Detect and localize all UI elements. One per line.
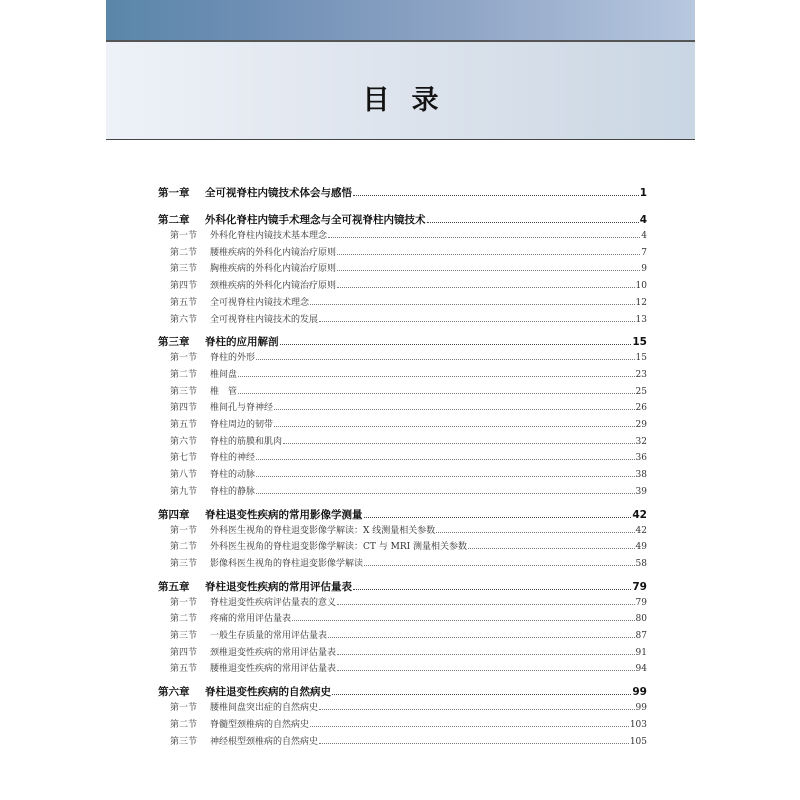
toc-section-entry[interactable] xyxy=(158,467,647,484)
section-number: 第二节 xyxy=(170,719,198,730)
toc-section-entry[interactable] xyxy=(158,295,647,312)
dot-leader xyxy=(353,589,631,590)
section-title: 外科化脊柱内镜技术基本理念 xyxy=(210,231,328,241)
dot-leader xyxy=(364,565,635,566)
section-title: 颈椎退变性疾病的常用评估量表 xyxy=(210,647,337,658)
section-number: 第一节 xyxy=(170,597,198,608)
section-number: 第三节 xyxy=(170,558,198,569)
chapter-number: 第三章 xyxy=(158,336,190,349)
dot-leader xyxy=(238,393,635,394)
toc-section-entry[interactable] xyxy=(158,384,647,401)
toc-section-entry[interactable] xyxy=(158,417,647,434)
section-title: 胸椎疾病的外科化内镜治疗原则 xyxy=(210,264,337,275)
page-number: 10 xyxy=(635,281,647,292)
page-number: 105 xyxy=(629,736,647,747)
toc-section-entry[interactable] xyxy=(158,350,647,367)
dot-leader xyxy=(274,409,635,410)
page-number: 1 xyxy=(639,187,647,199)
section-title: 椎间盘 xyxy=(210,369,238,380)
page-number: 58 xyxy=(635,558,647,569)
section-title: 脊柱的静脉 xyxy=(210,486,256,497)
section-title: 脊柱的外形 xyxy=(210,353,256,364)
dot-leader xyxy=(256,359,635,360)
chapter-title: 脊柱退变性疾病的自然病史 xyxy=(205,686,331,699)
chapter-number: 第二章 xyxy=(158,214,190,226)
toc-section-entry[interactable] xyxy=(158,245,647,262)
section-number: 第一节 xyxy=(170,353,198,364)
header-banner xyxy=(106,0,695,42)
chapter-title: 脊柱退变性疾病的常用影像学测量 xyxy=(205,508,363,521)
toc-section-entry[interactable] xyxy=(158,628,647,645)
page-number: 79 xyxy=(632,580,647,593)
section-title: 脊柱的神经 xyxy=(210,453,256,464)
dot-leader xyxy=(427,222,639,223)
section-number: 第二节 xyxy=(170,542,198,553)
page-number: 9 xyxy=(641,264,647,275)
dot-leader xyxy=(256,476,635,477)
section-number: 第三节 xyxy=(170,264,198,275)
page-number: 4 xyxy=(639,214,647,226)
toc-section-entry[interactable] xyxy=(158,717,647,734)
dot-leader xyxy=(337,604,635,605)
section-title: 全可视脊柱内镜技术理念 xyxy=(210,297,310,308)
section-number: 第七节 xyxy=(170,453,198,464)
dot-leader xyxy=(319,321,635,322)
section-title: 全可视脊柱内镜技术的发展 xyxy=(210,314,319,325)
page-number: 15 xyxy=(635,353,647,364)
page-number: 87 xyxy=(635,631,647,642)
page-number: 91 xyxy=(635,647,647,658)
section-title: 脊柱的动脉 xyxy=(210,470,256,481)
page-number: 79 xyxy=(635,597,647,608)
dot-leader xyxy=(337,654,635,655)
toc-chapter-entry[interactable] xyxy=(158,507,647,523)
section-title: 脊柱退变性疾病评估量表的意义 xyxy=(210,597,337,608)
chapter-title: 脊柱退变性疾病的常用评估量表 xyxy=(205,580,352,593)
section-title: 外科医生视角的脊柱退变影像学解读：CT 与 MRI 测量相关参数 xyxy=(210,542,468,553)
section-title: 影像科医生视角的脊柱退变影像学解读 xyxy=(210,558,364,569)
toc-section-entry[interactable] xyxy=(158,734,647,751)
page-number: 4 xyxy=(641,231,647,241)
section-number: 第四节 xyxy=(170,281,198,292)
section-title: 外科医生视角的脊柱退变影像学解读：X 线测量相关参数 xyxy=(210,525,436,536)
section-title: 脊柱周边的韧带 xyxy=(210,420,274,431)
section-title: 颈椎疾病的外科化内镜治疗原则 xyxy=(210,281,337,292)
section-number: 第五节 xyxy=(170,297,198,308)
toc-chapter-entry[interactable] xyxy=(158,212,647,228)
dot-leader xyxy=(468,548,635,549)
section-number: 第六节 xyxy=(170,436,198,447)
section-title: 腰椎疾病的外科化内镜治疗原则 xyxy=(210,247,337,258)
section-number: 第一节 xyxy=(170,703,198,714)
toc-section-entry[interactable] xyxy=(158,556,647,573)
page-number: 15 xyxy=(632,336,647,349)
page-number: 94 xyxy=(635,664,647,675)
toc-section-entry[interactable] xyxy=(158,367,647,384)
section-title: 疼痛的常用评估量表 xyxy=(210,614,292,625)
chapter-number: 第六章 xyxy=(158,686,190,699)
page-title: 目录 xyxy=(362,85,461,116)
chapter-title: 外科化脊柱内镜手术理念与全可视脊柱内镜技术 xyxy=(205,214,426,226)
page-number: 12 xyxy=(635,297,647,308)
section-title: 椎间孔与脊神经 xyxy=(210,403,274,414)
dot-leader xyxy=(310,726,629,727)
toc-section-entry[interactable] xyxy=(158,228,647,245)
chapter-title: 全可视脊柱内镜技术体会与感悟 xyxy=(205,187,352,199)
dot-leader xyxy=(280,344,632,345)
dot-leader xyxy=(364,517,632,518)
chapter-number: 第五章 xyxy=(158,580,190,593)
section-title: 椎 管 xyxy=(210,386,238,397)
page-number: 80 xyxy=(635,614,647,625)
section-number: 第二节 xyxy=(170,247,198,258)
toc-chapter-entry[interactable] xyxy=(158,334,647,350)
page-number: 39 xyxy=(635,486,647,497)
header-title-band xyxy=(106,42,695,140)
page-number: 36 xyxy=(635,453,647,464)
section-number: 第三节 xyxy=(170,631,198,642)
section-number: 第一节 xyxy=(170,525,198,536)
page-number: 99 xyxy=(632,686,647,699)
toc-section-entry[interactable] xyxy=(158,261,647,278)
dot-leader xyxy=(332,694,631,695)
dot-leader xyxy=(353,195,639,196)
toc-section-entry[interactable] xyxy=(158,434,647,451)
chapter-number: 第一章 xyxy=(158,187,190,199)
toc-section-entry[interactable] xyxy=(158,539,647,556)
section-number: 第二节 xyxy=(170,614,198,625)
page-number: 25 xyxy=(635,386,647,397)
page-number: 42 xyxy=(632,508,647,521)
dot-leader xyxy=(328,237,640,238)
toc-chapter-entry[interactable] xyxy=(158,684,647,700)
dot-leader xyxy=(256,493,635,494)
section-number: 第四节 xyxy=(170,403,198,414)
section-number: 第四节 xyxy=(170,647,198,658)
toc-section-entry[interactable] xyxy=(158,312,647,329)
section-number: 第三节 xyxy=(170,386,198,397)
dot-leader xyxy=(274,426,635,427)
page-number: 32 xyxy=(635,436,647,447)
section-title: 神经根型颈椎病的自然病史 xyxy=(210,736,319,747)
dot-leader xyxy=(310,304,635,305)
page-number: 7 xyxy=(641,247,647,258)
toc-section-entry[interactable] xyxy=(158,611,647,628)
section-number: 第九节 xyxy=(170,486,198,497)
section-number: 第三节 xyxy=(170,736,198,747)
dot-leader xyxy=(337,287,635,288)
toc-section-entry[interactable] xyxy=(158,484,647,501)
page-number: 38 xyxy=(635,470,647,481)
toc-section-entry[interactable] xyxy=(158,595,647,612)
toc-section-entry[interactable] xyxy=(158,450,647,467)
section-number: 第八节 xyxy=(170,470,198,481)
section-title: 脊柱的筋膜和肌肉 xyxy=(210,436,283,447)
toc-section-entry[interactable] xyxy=(158,661,647,678)
page-number: 103 xyxy=(629,719,647,730)
page-number: 23 xyxy=(635,369,647,380)
dot-leader xyxy=(337,254,640,255)
toc-chapter-entry[interactable] xyxy=(158,185,647,201)
toc-chapter-entry[interactable] xyxy=(158,579,647,595)
section-number: 第六节 xyxy=(170,314,198,325)
page-number: 13 xyxy=(635,314,647,325)
section-number: 第五节 xyxy=(170,420,198,431)
toc-section-entry[interactable] xyxy=(158,523,647,540)
dot-leader xyxy=(292,620,635,621)
table-of-contents xyxy=(158,185,647,750)
dot-leader xyxy=(283,443,635,444)
dot-leader xyxy=(238,376,635,377)
toc-section-entry[interactable] xyxy=(158,700,647,717)
section-title: 腰椎退变性疾病的常用评估量表 xyxy=(210,664,337,675)
section-number: 第一节 xyxy=(170,231,198,241)
dot-leader xyxy=(436,532,634,533)
dot-leader xyxy=(256,459,635,460)
dot-leader xyxy=(319,743,629,744)
chapter-number: 第四章 xyxy=(158,508,190,521)
section-number: 第二节 xyxy=(170,369,198,380)
dot-leader xyxy=(337,270,640,271)
dot-leader xyxy=(328,637,635,638)
dot-leader xyxy=(319,709,635,710)
page-number: 26 xyxy=(635,403,647,414)
section-number: 第五节 xyxy=(170,664,198,675)
dot-leader xyxy=(337,670,635,671)
page-number: 99 xyxy=(635,703,647,714)
page-number: 29 xyxy=(635,420,647,431)
section-title: 一般生存质量的常用评估量表 xyxy=(210,631,328,642)
section-title: 脊髓型颈椎病的自然病史 xyxy=(210,719,310,730)
page-number: 42 xyxy=(635,525,647,536)
toc-section-entry[interactable] xyxy=(158,645,647,662)
toc-section-entry[interactable] xyxy=(158,278,647,295)
toc-section-entry[interactable] xyxy=(158,400,647,417)
page-number: 49 xyxy=(635,542,647,553)
chapter-title: 脊柱的应用解剖 xyxy=(205,336,279,349)
section-title: 腰椎间盘突出症的自然病史 xyxy=(210,703,319,714)
